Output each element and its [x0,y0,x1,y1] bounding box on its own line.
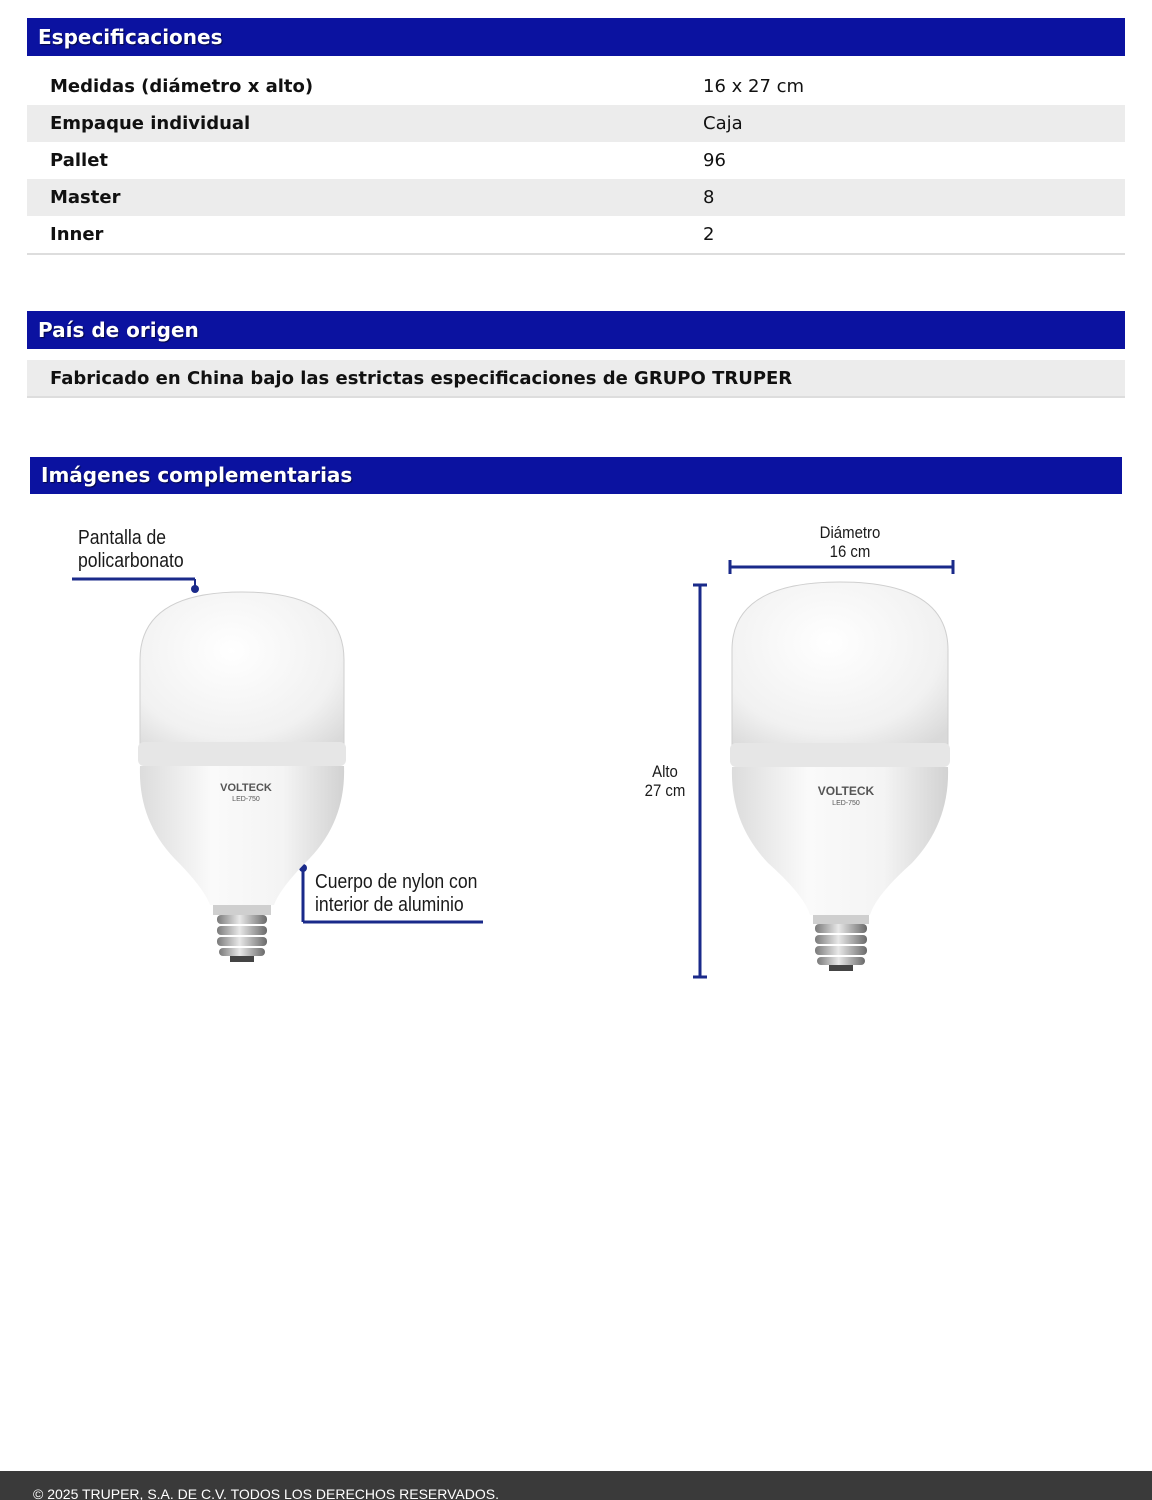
brand-mark-right: VOLTECK [817,784,875,798]
spec-row-pallet [27,142,1125,179]
spec-row-medidas [27,68,1125,105]
model-mark-left: LED-750 [232,796,260,803]
specs-table [27,68,1125,255]
footer-copyright: © 2025 TRUPER, S.A. DE C.V. TODOS LOS DERECHOS RESERVADOS. [33,1486,499,1500]
spec-row-inner [27,216,1125,253]
spec-value: 96 [703,150,726,171]
origin-text: Fabricado en China bajo las estrictas especificaciones de GRUPO TRUPER [27,360,1125,398]
spec-row-master [27,179,1125,216]
spec-value: 8 [703,187,715,208]
spec-label: Medidas (diámetro x alto) [50,76,314,97]
callout-body-line1: Cuerpo de nylon con [315,871,478,893]
spec-value: 16 x 27 cm [703,76,805,97]
callout-body-line2: interior de aluminio [315,894,464,916]
spec-value: Caja [703,113,743,134]
brand-mark-left: VOLTECK [220,782,272,794]
spec-value: 2 [703,224,715,245]
height-label-text: Alto [652,762,678,781]
bulb-illustration-right [680,555,980,985]
specs-header: Especificaciones [27,18,1125,56]
spec-label: Empaque individual [50,113,251,134]
spec-row-empaque [27,105,1125,142]
callout-shade-line2: policarbonato [78,550,184,572]
model-mark-right: LED-750 [832,800,860,807]
height-value-text: 27 cm [644,781,686,800]
callout-shade-line1: Pantalla de [78,527,167,549]
diameter-value-text: 16 cm [829,542,871,561]
spec-label: Inner [50,224,104,245]
spec-label: Master [50,187,121,208]
bulb-illustration-left [60,570,500,970]
footer [0,1471,1152,1500]
spec-label: Pallet [50,150,109,171]
images-header: Imágenes complementarias [30,457,1122,494]
origin-header: País de origen [27,311,1125,349]
callout-shade [78,527,184,573]
diameter-label-text: Diámetro [819,523,881,542]
